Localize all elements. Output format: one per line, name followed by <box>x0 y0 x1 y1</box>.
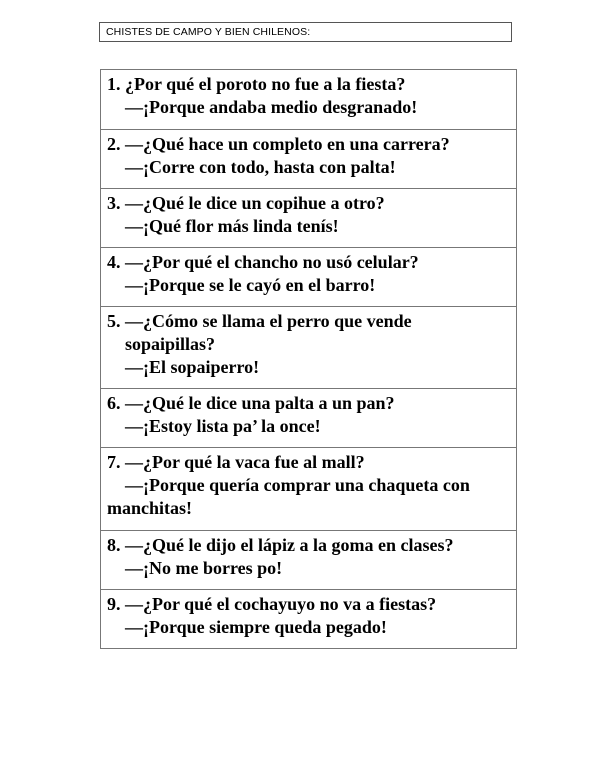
joke-answer: —¡Estoy lista pa’ la once! <box>125 416 321 436</box>
joke-question: —¿Qué le dice una palta a un pan? <box>125 393 395 413</box>
joke-answer-continued: manchitas! <box>107 498 192 518</box>
joke-answer: —¡No me borres po! <box>125 558 283 578</box>
joke-item-8 <box>101 531 516 590</box>
joke-number: 1. <box>107 74 121 94</box>
joke-number: 3. <box>107 193 121 213</box>
joke-item-4 <box>101 248 516 307</box>
joke-item-2 <box>101 130 516 189</box>
joke-answer: —¡Qué flor más linda tenís! <box>125 216 339 236</box>
joke-answer: —¡El sopaiperro! <box>125 357 260 377</box>
joke-number: 2. <box>107 134 121 154</box>
joke-item-3 <box>101 189 516 248</box>
joke-number: 5. <box>107 311 121 331</box>
jokes-table <box>100 69 517 649</box>
joke-item-5 <box>101 307 516 389</box>
joke-question: —¿Por qué el cochayuyo no va a fiestas? <box>125 594 437 614</box>
joke-number: 9. <box>107 594 121 614</box>
joke-item-1 <box>101 70 516 130</box>
joke-number: 4. <box>107 252 121 272</box>
joke-question: —¿Qué hace un completo en una carrera? <box>125 134 450 154</box>
joke-question: ¿Por qué el poroto no fue a la fiesta? <box>125 74 406 94</box>
joke-answer: —¡Corre con todo, hasta con palta! <box>125 157 396 177</box>
joke-question: —¿Por qué el chancho no usó celular? <box>125 252 419 272</box>
joke-answer: —¡Porque quería comprar una chaqueta con <box>125 475 470 495</box>
page-title: CHISTES DE CAMPO Y BIEN CHILENOS: <box>99 22 512 42</box>
joke-number: 7. <box>107 452 121 472</box>
joke-question: —¿Qué le dice un copihue a otro? <box>125 193 385 213</box>
joke-item-7 <box>101 448 516 531</box>
joke-answer: —¡Porque se le cayó en el barro! <box>125 275 376 295</box>
joke-item-9 <box>101 590 516 648</box>
joke-answer: —¡Porque siempre queda pegado! <box>125 617 387 637</box>
joke-question-continued: sopaipillas? <box>125 334 216 354</box>
joke-question: —¿Cómo se llama el perro que vende <box>125 311 412 331</box>
joke-number: 8. <box>107 535 121 555</box>
joke-question: —¿Qué le dijo el lápiz a la goma en clases? <box>125 535 454 555</box>
joke-question: —¿Por qué la vaca fue al mall? <box>125 452 365 472</box>
joke-number: 6. <box>107 393 121 413</box>
joke-item-6 <box>101 389 516 448</box>
joke-answer: —¡Porque andaba medio desgranado! <box>125 97 418 117</box>
